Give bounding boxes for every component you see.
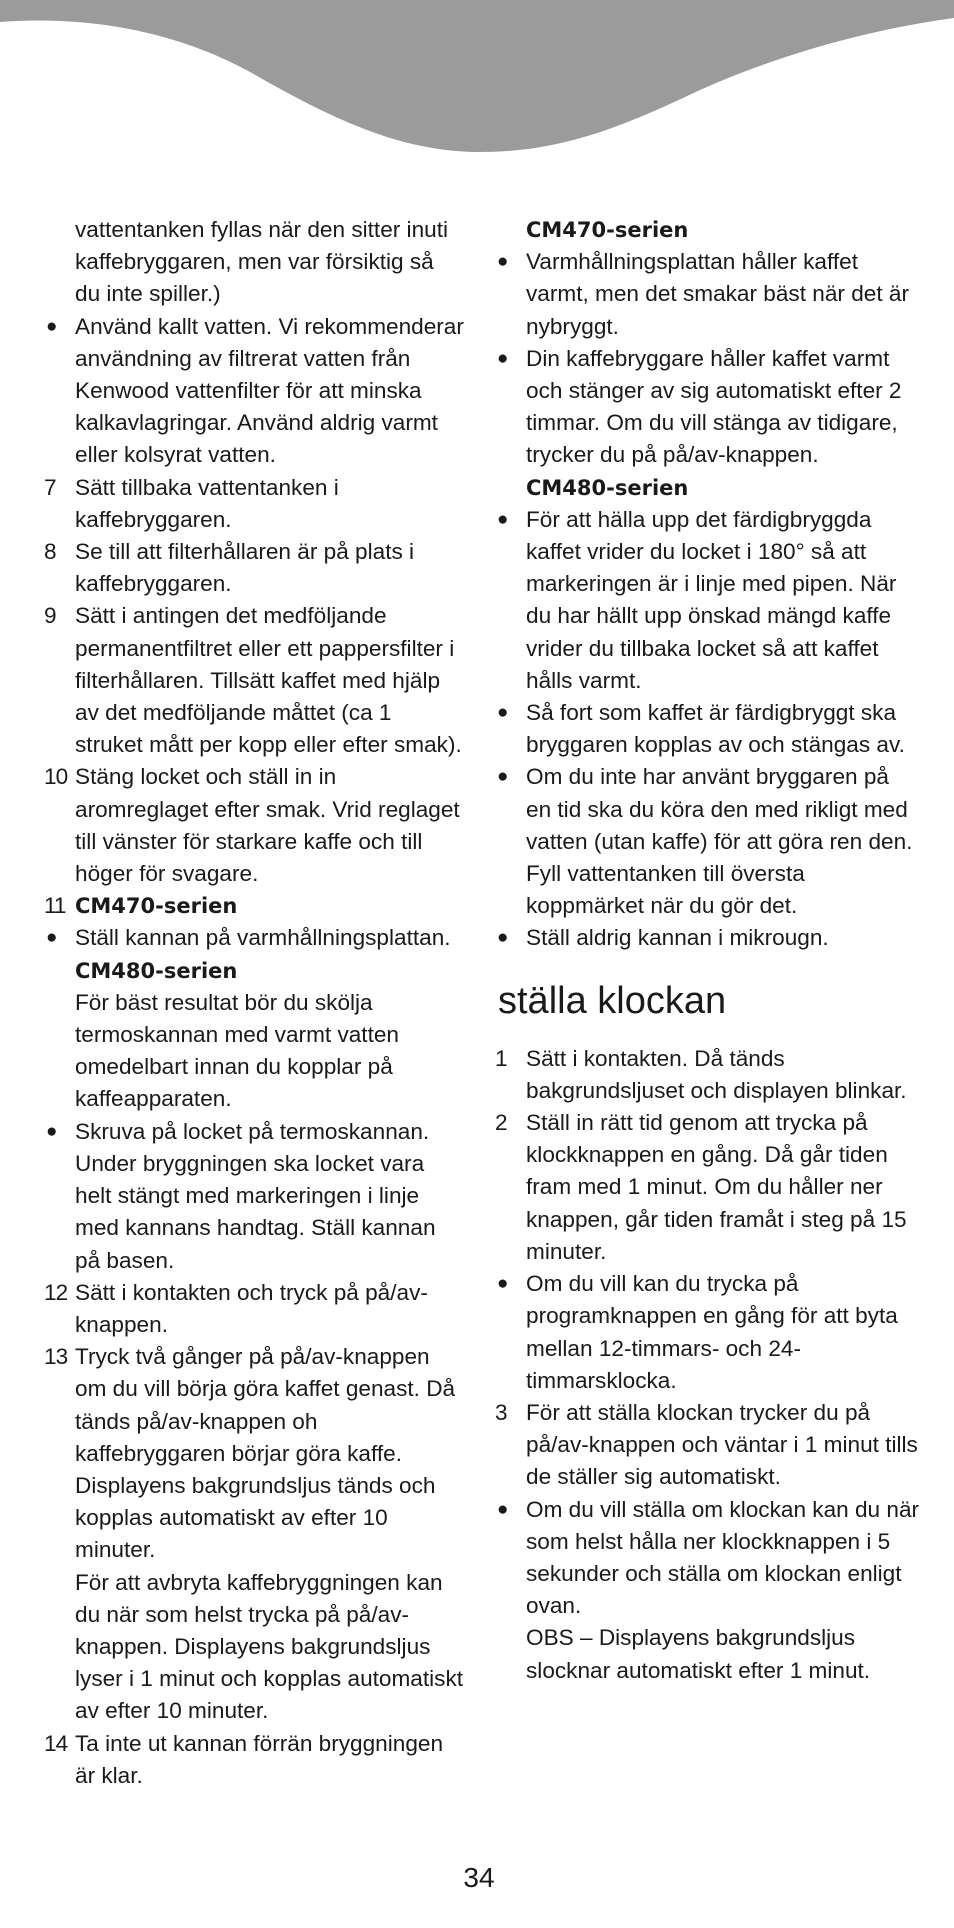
obs-note: OBS – Displayens bakgrundsljus slocknar automatiskt efter 1 minut. xyxy=(526,1625,871,1683)
step-8: 8 Se till att filterhållaren är på plats i kaffebryggaren. xyxy=(44,536,464,600)
bullet-icon: ● xyxy=(497,1498,509,1520)
left-column xyxy=(44,214,464,1792)
list-item: ● Så fort som kaffet är färdigbryggt ska bryggaren kopplas av och stängas av. xyxy=(495,697,920,761)
step-9: 9 Sätt i antingen det medföljande permanentfiltret eller ett pappersfilter i filterhållaren. Tillsätt kaffet med hjälp av det medföljande måttet (ca 1 struket mått per kopp eller efter smak). xyxy=(44,600,464,761)
step-14: 14 Ta inte ut kannan förrän bryggningen är klar. xyxy=(44,1728,464,1792)
bullet-icon: ● xyxy=(497,702,509,724)
list-item: ● Ställ kannan på varmhållningsplattan. xyxy=(44,922,464,954)
step-number: 3 xyxy=(495,1399,508,1425)
subheading: CM480-serien xyxy=(75,958,238,983)
header-wave xyxy=(0,0,954,160)
intro-text: vattentanken fyllas när den sitter inuti kaffebryggaren, men var försiktig så du inte spiller.) xyxy=(75,217,449,307)
right-column xyxy=(495,214,920,1687)
step-number: 13 xyxy=(44,1344,68,1370)
step-number: 11 xyxy=(44,893,66,919)
list-item: ● För att hälla upp det färdigbryggda kaffet vrider du locket i 180° så att markeringen är i linje med pipen. När du har hällt upp önskad mängd kaffe vrider du tillbaka locket så att kaffet hålls varmt. xyxy=(495,504,920,697)
list-item: ● Skruva på locket på termoskannan. Under bryggningen ska locket vara helt stängt med markeringen i linje med kannans handtag. Ställ kannan på basen. xyxy=(44,1116,464,1277)
step-number: 2 xyxy=(495,1110,508,1136)
bullet-icon: ● xyxy=(497,1273,509,1295)
clock-step-1: 1 Sätt i kontakten. Då tänds bakgrundsljuset och displayen blinkar. xyxy=(495,1043,920,1107)
page-number: 34 xyxy=(463,1862,495,1893)
bullet-icon: ● xyxy=(497,766,509,788)
list-item: ● Din kaffebryggare håller kaffet varmt och stänger av sig automatiskt efter 2 timmar. Om du vill stänga av tidigare, trycker du på på/av-knappen. xyxy=(495,343,920,472)
bullet-icon: ● xyxy=(46,315,58,337)
bullet-icon: ● xyxy=(46,1120,58,1142)
paragraph: För bäst resultat bör du skölja termoskannan med varmt vatten omedelbart innan du kopplar på kaffeapparaten. xyxy=(75,989,399,1112)
clock-step-2: 2 Ställ in rätt tid genom att trycka på klockknappen en gång. Då går tiden fram med 1 minut. Om du håller ner knappen, går tiden framåt i steg på 15 minuter. xyxy=(495,1107,920,1268)
bullet-icon: ● xyxy=(497,347,509,369)
step-12: 12 Sätt i kontakten och tryck på på/av-knappen. xyxy=(44,1277,464,1341)
list-item: ● Varmhållningsplattan håller kaffet varmt, men det smakar bäst när det är nybryggt. xyxy=(495,246,920,343)
section-title: ställa klockan xyxy=(498,979,727,1022)
subheading: CM480-serien xyxy=(526,475,689,500)
step-7: 7 Sätt tillbaka vattentanken i kaffebryggaren. xyxy=(44,472,464,536)
bullet-icon: ● xyxy=(497,927,509,949)
step-number: 14 xyxy=(44,1730,68,1756)
list-item: ● Använd kallt vatten. Vi rekommenderar användning av filtrerat vatten från Kenwood vattenfilter för att minska kalkavlagringar. Använd aldrig varmt eller kolsyrat vatten. xyxy=(44,311,464,472)
bullet-icon: ● xyxy=(497,508,509,530)
subheading: CM470-serien xyxy=(526,218,689,242)
step-number: 10 xyxy=(44,764,68,790)
clock-step-3: 3 För att ställa klockan trycker du på på/av-knappen och väntar i 1 minut tills de ställer sig automatiskt. xyxy=(495,1397,920,1494)
step-number: 1 xyxy=(495,1045,508,1071)
bullet-icon: ● xyxy=(46,927,58,949)
bullet-icon: ● xyxy=(497,251,509,273)
list-item: ● Om du inte har använt bryggaren på en tid ska du köra den med rikligt med vatten (utan kaffe) för att göra ren den. Fyll vattentanken till översta koppmärket när du gör det. xyxy=(495,761,920,922)
step-number: 12 xyxy=(44,1279,68,1305)
subheading: CM470-serien xyxy=(75,894,238,919)
step-11 xyxy=(44,890,464,922)
step-number: 7 xyxy=(44,474,57,500)
step-13: 13 Tryck två gånger på på/av-knappen om du vill börja göra kaffet genast. Då tänds på/av-knappen oh kaffebryggaren börjar göra kaffe. Displayens bakgrundsljus tänds och kopplas automatiskt av efter 10 minuter. För att avbryta kaffebryggningen kan du när som helst trycka på på/av-knappen. Displayens bakgrundsljus lyser i 1 minut och kopplas automatiskt av efter 10 minuter. xyxy=(44,1341,464,1727)
step-number: 9 xyxy=(44,603,57,629)
step-10: 10 Stäng locket och ställ in in aromreglaget efter smak. Vrid reglaget till vänster för starkare kaffe och till höger för svagare. xyxy=(44,761,464,890)
list-item: ● Ställ aldrig kannan i mikrougn. xyxy=(495,922,920,954)
list-item: ● Om du vill ställa om klockan kan du när som helst hålla ner klockknappen i 5 sekunder och ställa om klockan enligt ovan. xyxy=(495,1494,920,1623)
list-item: ● Om du vill kan du trycka på programknappen en gång för att byta mellan 12-timmars- och 24-timmarsklocka. xyxy=(495,1268,920,1397)
step-number: 8 xyxy=(44,539,57,565)
